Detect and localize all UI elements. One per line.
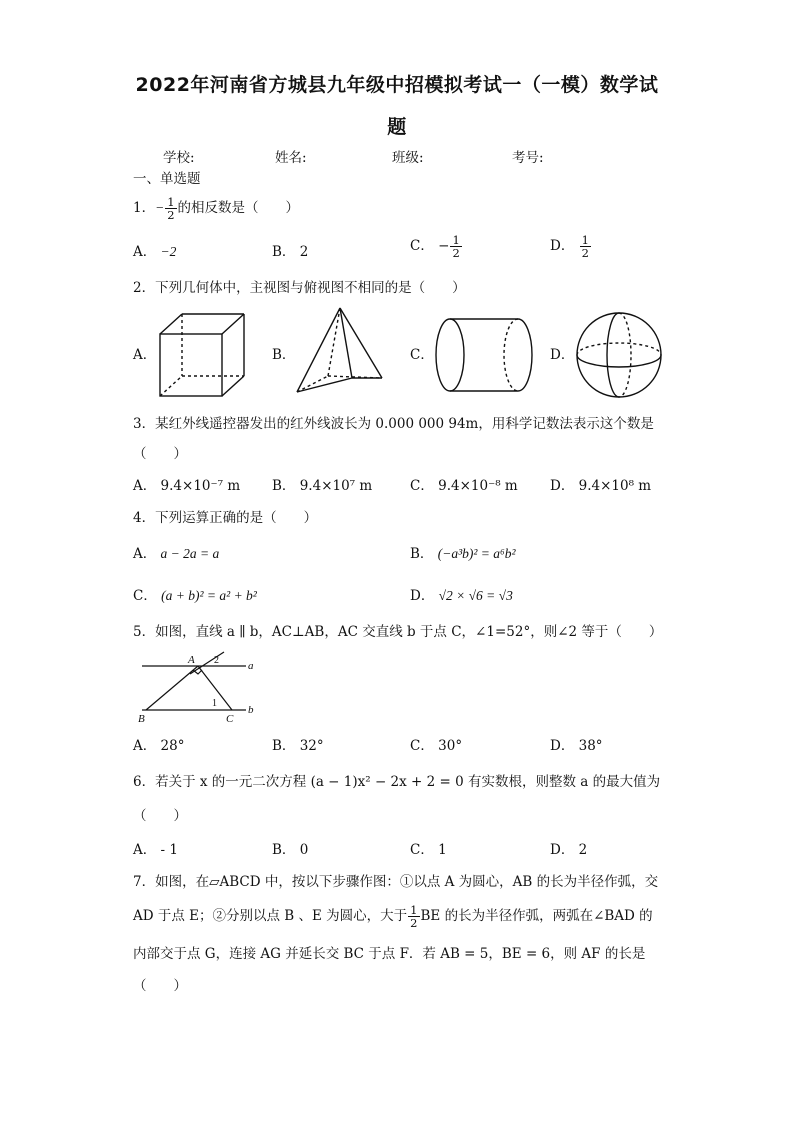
question-3: 3．某红外线遥控器发出的红外线波长为 0.000 000 94m，用科学记数法表示这个数是 — [133, 416, 654, 432]
q4-option-a — [133, 542, 219, 562]
fig-angle-2: 2 — [214, 655, 219, 666]
q3-d-label: D． — [550, 478, 575, 494]
q4-option-d — [410, 584, 513, 604]
cylinder-figure — [434, 316, 534, 394]
q6-d-label: D． — [550, 842, 575, 858]
q5-a-value: 28° — [160, 738, 185, 754]
q7-fraction — [408, 904, 419, 929]
q1-option-a — [133, 240, 176, 260]
fig-label-C: C — [226, 713, 234, 725]
q3-option-c — [410, 474, 518, 494]
q3-a-label: A． — [133, 478, 157, 494]
q5-option-d — [550, 734, 603, 754]
q5-d-label: D． — [550, 738, 575, 754]
q4-a-value: a − 2a = a — [160, 546, 220, 561]
q4-d-label: D． — [410, 588, 435, 604]
question-5: 5．如图，直线 a ∥ b，AC⊥AB，AC 交直线 b 于点 C，∠1=52°，则∠2 等于（ ） — [133, 624, 663, 640]
q3-b-label: B． — [272, 478, 296, 494]
q1-stem: 的相反数是（ ） — [177, 200, 300, 216]
q7-line2-pre: AD 于点 E；②分别以点 B 、E 为圆心，大于 — [133, 908, 408, 924]
q1-number: 1． — [133, 200, 156, 216]
fig-label-b: b — [248, 704, 254, 716]
q2-option-c: C． — [410, 347, 434, 363]
q1-d-label: D． — [550, 238, 575, 254]
q1-b-value: 2 — [299, 244, 309, 260]
q6-option-a — [133, 838, 178, 858]
school-field: 学校: — [163, 150, 195, 166]
q6-option-c — [410, 838, 447, 858]
q3-paren: （ ） — [133, 446, 187, 462]
page-title-cont: 题 — [387, 116, 407, 138]
q1-frac-den: 2 — [167, 208, 175, 222]
q1-c-den: 2 — [452, 246, 460, 260]
q1-option-d — [550, 234, 592, 259]
question-4: 4．下列运算正确的是（ ） — [133, 510, 318, 526]
q7-frac-num: 1 — [410, 903, 418, 917]
q2-option-b: B． — [272, 347, 296, 363]
q7-frac-den: 2 — [410, 916, 418, 930]
q5-c-label: C． — [410, 738, 434, 754]
q5-option-a — [133, 734, 184, 754]
q3-b-value: 9.4×10⁷ m — [299, 478, 373, 494]
q1-d-num: 1 — [581, 233, 589, 247]
q1-option-c — [410, 234, 463, 259]
q2-option-d: D． — [550, 347, 575, 363]
q6-option-b — [272, 838, 308, 858]
q6-b-label: B． — [272, 842, 296, 858]
q1-c-label: C． — [410, 238, 434, 254]
q4-option-b — [410, 542, 516, 562]
name-field: 姓名: — [275, 150, 307, 166]
q6-b-value: 0 — [299, 842, 309, 858]
section-heading: 一、单选题 — [133, 171, 201, 187]
q6-a-label: A． — [133, 842, 157, 858]
q5-b-label: B． — [272, 738, 296, 754]
q1-minus: − — [155, 200, 165, 215]
q1-fraction — [165, 196, 176, 221]
q6-c-value: 1 — [438, 842, 447, 858]
q1-d-fraction — [580, 234, 591, 259]
q4-option-c — [133, 584, 257, 604]
q1-a-value: −2 — [160, 244, 177, 259]
q2-option-a: A． — [133, 347, 157, 363]
q5-c-value: 30° — [438, 738, 463, 754]
q3-c-label: C． — [410, 478, 434, 494]
class-field: 班级: — [392, 150, 424, 166]
q1-c-num: 1 — [452, 233, 460, 247]
parallel-lines-figure — [134, 650, 264, 726]
q1-c-fraction — [450, 234, 461, 259]
q3-c-value: 9.4×10⁻⁸ m — [438, 478, 518, 494]
q4-b-value: (−a³b)² = a⁶b² — [437, 546, 516, 561]
pyramid-figure — [294, 306, 386, 398]
fig-angle-1: 1 — [212, 698, 217, 709]
q6-d-value: 2 — [578, 842, 588, 858]
q3-option-b — [272, 474, 372, 494]
q4-a-label: A． — [133, 546, 157, 562]
question-7-line-3: 内部交于点 G，连接 AG 并延长交 BC 于点 F．若 AB = 5，BE = 6，则 AF 的长是 — [133, 946, 646, 962]
q5-d-value: 38° — [578, 738, 603, 754]
q4-c-value: (a + b)² = a² + b² — [161, 588, 257, 603]
q6-c-label: C． — [410, 842, 434, 858]
exam-number-field: 考号: — [512, 150, 544, 166]
q5-option-b — [272, 734, 324, 754]
question-6: 6．若关于 x 的一元二次方程 (a − 1)x² − 2x + 2 = 0 有实数根，则整数 a 的最大值为 — [133, 774, 661, 790]
q3-d-value: 9.4×10⁸ m — [578, 478, 652, 494]
sphere-figure — [574, 310, 664, 400]
q3-option-d — [550, 474, 651, 494]
q1-c-minus: − — [438, 238, 450, 254]
q6-a-value: - 1 — [160, 842, 178, 858]
page-title: 2022年河南省方城县九年级中招模拟考试一（一模）数学试 — [135, 74, 659, 96]
q7-line2-post: BE 的长为半径作弧，两弧在∠BAD 的 — [420, 908, 653, 924]
question-7-line-2 — [133, 904, 653, 929]
q3-option-a — [133, 474, 240, 494]
q1-b-label: B． — [272, 244, 296, 260]
q3-a-value: 9.4×10⁻⁷ m — [160, 478, 241, 494]
q1-a-label: A． — [133, 244, 157, 260]
q4-d-value: √2 × √6 = √3 — [438, 588, 513, 603]
question-1 — [133, 196, 299, 221]
q4-c-label: C． — [133, 588, 157, 604]
fig-label-A: A — [188, 654, 195, 666]
q5-a-label: A． — [133, 738, 157, 754]
fig-label-a: a — [248, 660, 254, 672]
q4-b-label: B． — [410, 546, 434, 562]
cube-figure — [158, 312, 248, 398]
q6-paren: （ ） — [133, 808, 187, 824]
q1-option-b — [272, 240, 308, 260]
q1-frac-num: 1 — [167, 195, 175, 209]
fig-label-B: B — [138, 713, 145, 725]
q7-paren: （ ） — [133, 978, 187, 994]
q5-option-c — [410, 734, 462, 754]
question-7-line-1: 7．如图，在▱ABCD 中，按以下步骤作图：①以点 A 为圆心，AB 的长为半径作弧，交 — [133, 874, 659, 890]
q5-b-value: 32° — [299, 738, 324, 754]
question-2: 2．下列几何体中，主视图与俯视图不相同的是（ ） — [133, 280, 466, 296]
q6-option-d — [550, 838, 587, 858]
q1-d-den: 2 — [581, 246, 589, 260]
